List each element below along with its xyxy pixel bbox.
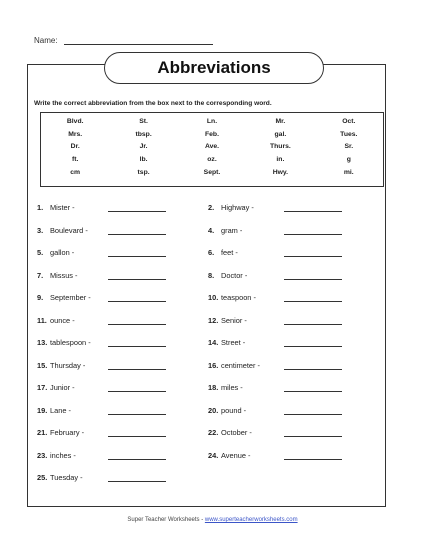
answer-line[interactable]	[108, 211, 166, 212]
answer-line[interactable]	[108, 391, 166, 392]
question-item	[37, 203, 75, 213]
answer-line[interactable]	[284, 391, 342, 392]
question-item	[208, 451, 250, 461]
word-bank-item: in.	[276, 156, 285, 164]
question-number: 25.	[37, 473, 48, 482]
word-bank-item: Oct.	[342, 118, 356, 125]
footer	[0, 517, 425, 523]
question-word: Avenue -	[221, 450, 251, 460]
word-bank-item: Jr.	[139, 143, 148, 151]
answer-line[interactable]	[108, 256, 166, 257]
answer-line[interactable]	[108, 481, 166, 482]
question-item	[37, 473, 83, 483]
question-item	[37, 271, 78, 281]
word-bank-item: ft.	[71, 156, 79, 164]
question-item	[37, 338, 91, 348]
answer-line[interactable]	[284, 346, 342, 347]
question-word: Mister -	[50, 203, 75, 212]
answer-line[interactable]	[108, 436, 166, 437]
question-number: 4.	[208, 225, 215, 235]
question-number: 7.	[37, 270, 44, 280]
question-item	[37, 406, 71, 416]
question-word: Thursday -	[50, 360, 86, 370]
question-item	[208, 248, 238, 258]
question-number: 19.	[37, 405, 48, 415]
question-number: 5.	[37, 248, 44, 257]
question-number: 22.	[208, 428, 219, 437]
question-number: 6.	[208, 248, 215, 257]
question-item	[208, 271, 247, 281]
question-item	[37, 226, 88, 236]
word-bank-item: gal.	[274, 130, 287, 138]
word-bank-item: oz.	[207, 156, 217, 164]
question-item	[208, 383, 243, 393]
question-word: gram -	[221, 225, 243, 235]
question-number: 23.	[37, 450, 48, 460]
question-number: 13.	[37, 338, 48, 347]
answer-line[interactable]	[108, 234, 166, 235]
question-word: Lane -	[50, 405, 71, 415]
question-number: 9.	[37, 293, 44, 302]
question-word: Street -	[221, 338, 246, 347]
question-number: 11.	[37, 315, 47, 325]
word-bank-item: tsp.	[137, 168, 150, 176]
question-word: September -	[50, 293, 91, 302]
name-answer-line	[64, 44, 213, 45]
question-number: 21.	[37, 428, 48, 437]
question-number: 18.	[208, 383, 219, 392]
question-word: February -	[50, 428, 85, 437]
word-bank-item: tbsp.	[135, 130, 152, 138]
word-bank-item: Dr.	[70, 143, 80, 151]
question-number: 24.	[208, 450, 219, 460]
answer-line[interactable]	[284, 234, 342, 235]
word-bank-item: Ave.	[204, 143, 220, 151]
question-number: 14.	[208, 338, 219, 347]
word-bank-item: Blvd.	[66, 118, 84, 125]
question-word: ounce -	[50, 315, 75, 325]
question-word: teaspoon -	[221, 293, 256, 302]
word-bank-item: g	[346, 156, 351, 164]
answer-line[interactable]	[108, 301, 166, 302]
question-number: 3.	[37, 225, 44, 235]
question-number: 15.	[37, 360, 48, 370]
question-word: tablespoon -	[50, 338, 91, 347]
answer-line[interactable]	[108, 324, 166, 325]
worksheet-title: Abbreviations	[104, 52, 324, 84]
answer-line[interactable]	[284, 369, 342, 370]
question-word: pound -	[221, 405, 247, 415]
question-item	[208, 293, 256, 303]
footer-link[interactable]: www.superteacherworksheets.com	[204, 517, 298, 523]
question-word: Junior -	[50, 383, 75, 392]
word-bank-item: cm	[70, 168, 81, 176]
answer-line[interactable]	[108, 346, 166, 347]
question-word: Boulevard -	[50, 225, 88, 235]
word-bank-item: Mrs.	[68, 130, 83, 138]
word-bank-item: lb.	[139, 156, 148, 164]
word-bank-item: Thurs.	[270, 143, 291, 151]
question-item	[208, 203, 254, 213]
question-item	[208, 226, 242, 236]
question-word: feet -	[221, 248, 238, 257]
answer-line[interactable]	[284, 459, 342, 460]
answer-line[interactable]	[284, 256, 342, 257]
answer-line[interactable]	[108, 414, 166, 415]
question-item	[37, 316, 75, 326]
instructions: Write the correct abbreviation from the box next to the corresponding word.	[34, 100, 272, 107]
word-bank-item: Ln.	[206, 118, 218, 125]
question-item	[37, 293, 91, 303]
answer-line[interactable]	[284, 279, 342, 280]
question-number: 16.	[208, 360, 219, 370]
question-item	[208, 406, 246, 416]
word-bank-item: Sr.	[344, 143, 354, 151]
question-word: Doctor -	[221, 270, 248, 280]
question-number: 12.	[208, 315, 219, 325]
word-bank-item: Hwy.	[272, 168, 289, 176]
answer-line[interactable]	[284, 414, 342, 415]
question-word: miles -	[221, 383, 243, 392]
question-item	[37, 451, 76, 461]
word-bank-item: mi.	[343, 168, 354, 176]
word-bank-item: Feb.	[205, 130, 219, 138]
word-bank-item: Tues.	[340, 130, 358, 138]
name-label: Name:	[34, 36, 58, 45]
question-item	[37, 383, 75, 393]
answer-line[interactable]	[284, 436, 342, 437]
word-bank-item: Mr.	[275, 118, 286, 125]
answer-line[interactable]	[284, 301, 342, 302]
question-word: Senior -	[221, 315, 247, 325]
word-bank-item: Sept.	[203, 168, 221, 176]
question-item	[37, 248, 74, 258]
question-item	[208, 316, 247, 326]
question-item	[208, 338, 245, 348]
question-number: 17.	[37, 383, 48, 392]
answer-line[interactable]	[108, 459, 166, 460]
question-item	[37, 361, 85, 371]
answer-line[interactable]	[284, 211, 342, 212]
word-bank	[40, 112, 384, 187]
question-word: Tuesday -	[50, 473, 83, 482]
answer-line[interactable]	[108, 369, 166, 370]
question-number: 8.	[208, 270, 215, 280]
question-item	[208, 361, 260, 371]
question-number: 1.	[37, 203, 44, 212]
question-number: 2.	[208, 203, 215, 212]
answer-line[interactable]	[108, 279, 166, 280]
question-word: gallon -	[50, 248, 75, 257]
answer-line[interactable]	[284, 324, 342, 325]
word-bank-grid	[41, 118, 383, 177]
word-bank-item: St.	[139, 118, 148, 125]
question-item	[37, 428, 84, 438]
question-item	[208, 428, 252, 438]
footer-text: Super Teacher Worksheets -	[127, 517, 205, 523]
question-word: inches -	[50, 450, 76, 460]
question-number: 10.	[208, 293, 219, 302]
question-word: Missus -	[50, 270, 78, 280]
question-word: October -	[221, 428, 252, 437]
question-number: 20.	[208, 405, 219, 415]
question-word: centimeter -	[221, 360, 261, 370]
question-word: Highway -	[221, 203, 254, 212]
